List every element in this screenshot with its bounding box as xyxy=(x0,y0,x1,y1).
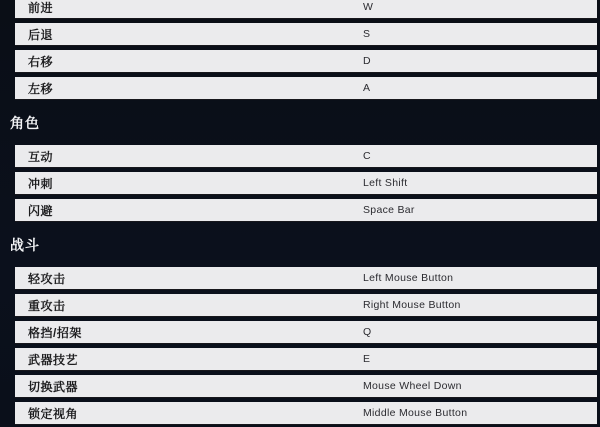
keybind-row-switch-weapon[interactable] xyxy=(15,375,597,398)
key-binding-value: C xyxy=(363,150,371,162)
keybind-row-sprint[interactable] xyxy=(15,172,597,195)
key-binding-value: S xyxy=(363,28,371,40)
keybind-row-block-parry[interactable] xyxy=(15,321,597,344)
action-label: 后退 xyxy=(28,27,54,42)
keybind-row-dodge[interactable] xyxy=(15,199,597,222)
action-label: 互动 xyxy=(28,149,54,164)
section-header-combat: 战斗 xyxy=(10,237,40,253)
key-binding-value: A xyxy=(363,82,371,94)
action-label: 前进 xyxy=(28,0,54,15)
keybind-row-weapon-skill[interactable] xyxy=(15,348,597,371)
action-label: 锁定视角 xyxy=(28,406,79,421)
keybind-row-lock-view[interactable] xyxy=(15,402,597,425)
key-binding-value: Left Mouse Button xyxy=(363,272,454,284)
section-combat xyxy=(15,267,597,425)
keybind-row-heavy-attack[interactable] xyxy=(15,294,597,317)
action-label: 左移 xyxy=(28,81,54,96)
key-binding-value: Space Bar xyxy=(363,204,415,216)
keybind-row-backward[interactable] xyxy=(15,23,597,46)
key-binding-value: D xyxy=(363,55,371,67)
key-binding-value: Middle Mouse Button xyxy=(363,407,468,419)
section-header-character: 角色 xyxy=(10,115,40,131)
action-label: 切换武器 xyxy=(28,379,79,394)
key-binding-value: Q xyxy=(363,326,372,338)
key-binding-value: Left Shift xyxy=(363,177,408,189)
key-binding-value: E xyxy=(363,353,371,365)
key-binding-value: Right Mouse Button xyxy=(363,299,461,311)
action-label: 格挡/招架 xyxy=(28,325,82,340)
key-binding-value: Mouse Wheel Down xyxy=(363,380,462,392)
keybind-row-move-left[interactable] xyxy=(15,77,597,100)
keybind-row-interact[interactable] xyxy=(15,145,597,168)
action-label: 重攻击 xyxy=(28,298,66,313)
action-label: 冲刺 xyxy=(28,176,54,191)
action-label: 武器技艺 xyxy=(28,352,79,367)
action-label: 右移 xyxy=(28,54,54,69)
action-label: 轻攻击 xyxy=(28,271,66,286)
section-movement xyxy=(15,0,597,100)
key-binding-value: W xyxy=(363,1,374,13)
section-character xyxy=(15,145,597,222)
keybind-row-forward[interactable] xyxy=(15,0,597,19)
keybind-row-light-attack[interactable] xyxy=(15,267,597,290)
action-label: 闪避 xyxy=(28,203,54,218)
keybind-row-move-right[interactable] xyxy=(15,50,597,73)
